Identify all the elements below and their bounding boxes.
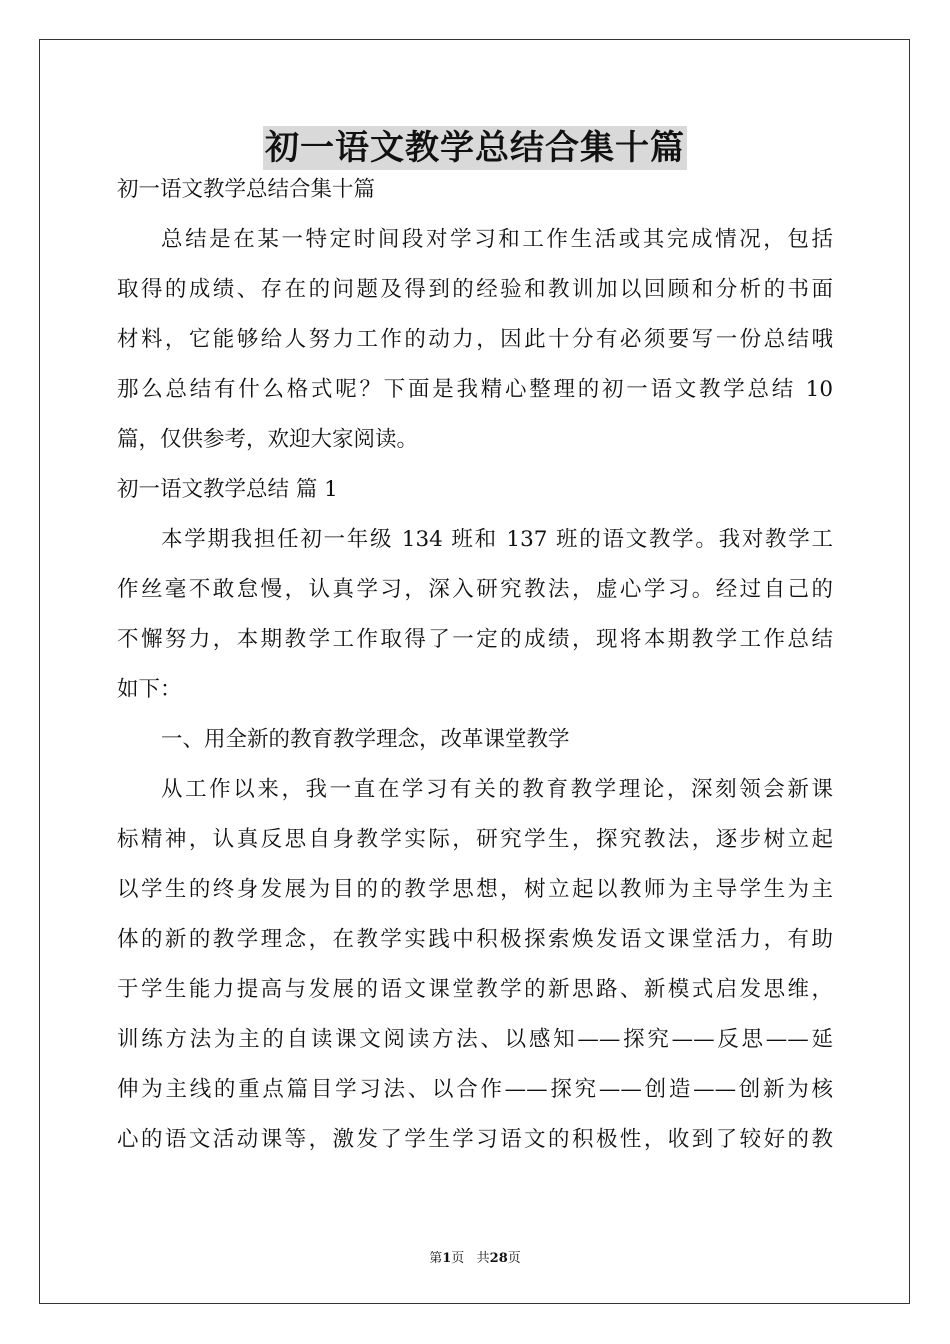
- text-line: 标精神，认真反思自身教学实际，研究学生，探究教法，逐步树立起: [117, 827, 833, 852]
- text-line: 初一语文教学总结 篇 1: [117, 477, 338, 502]
- text-line: 不懈努力，本期教学工作取得了一定的成绩，现将本期教学工作总结: [117, 627, 833, 652]
- text-line: 训练方法为主的自读课文阅读方法、以感知——探究——反思——延: [117, 1027, 833, 1052]
- text-line: 篇，仅供参考，欢迎大家阅读。: [117, 427, 419, 452]
- footer-suffix: 页: [507, 1251, 521, 1266]
- current-page-number: 1: [442, 1251, 452, 1266]
- total-page-count: 28: [489, 1251, 508, 1266]
- text-line: 以学生的终身发展为目的的教学思想，树立起以教师为主导学生为主: [117, 877, 833, 902]
- text-line: 本学期我担任初一年级 134 班和 137 班的语文教学。我对教学工: [161, 527, 833, 552]
- document-title: 初一语文教学总结合集十篇: [265, 128, 685, 168]
- text-line: 体的新的教学理念，在教学实践中积极探索焕发语文课堂活力，有助: [117, 927, 833, 952]
- text-line: 初一语文教学总结合集十篇: [117, 177, 376, 202]
- text-line: 一、用全新的教育教学理念，改革课堂教学: [161, 727, 570, 752]
- text-line: 从工作以来，我一直在学习有关的教育教学理论，深刻领会新课: [161, 777, 833, 802]
- document-body: [117, 178, 833, 1178]
- text-line: 材料，它能够给人努力工作的动力，因此十分有必须要写一份总结哦: [117, 327, 833, 352]
- page-footer: [0, 1247, 950, 1266]
- footer-prefix: 第: [429, 1251, 443, 1266]
- text-line: 那么总结有什么格式呢？下面是我精心整理的初一语文教学总结 10: [117, 377, 833, 402]
- text-line: 于学生能力提高与发展的语文课堂教学的新思路、新模式启发思维，: [117, 977, 833, 1002]
- text-line: 作丝毫不敢怠慢，认真学习，深入研究教法，虚心学习。经过自己的: [117, 577, 833, 602]
- text-line: 总结是在某一特定时间段对学习和工作生活或其完成情况，包括: [161, 227, 833, 252]
- text-line: 伸为主线的重点篇目学习法、以合作——探究——创造——创新为核: [117, 1077, 833, 1102]
- text-line: 如下：: [117, 677, 182, 702]
- footer-mid: 页 共: [451, 1251, 490, 1266]
- title-container: [0, 126, 950, 170]
- text-line: 取得的成绩、存在的问题及得到的经验和教训加以回顾和分析的书面: [117, 277, 833, 302]
- text-line: 心的语文活动课等，激发了学生学习语文的积极性，收到了较好的教: [117, 1127, 833, 1152]
